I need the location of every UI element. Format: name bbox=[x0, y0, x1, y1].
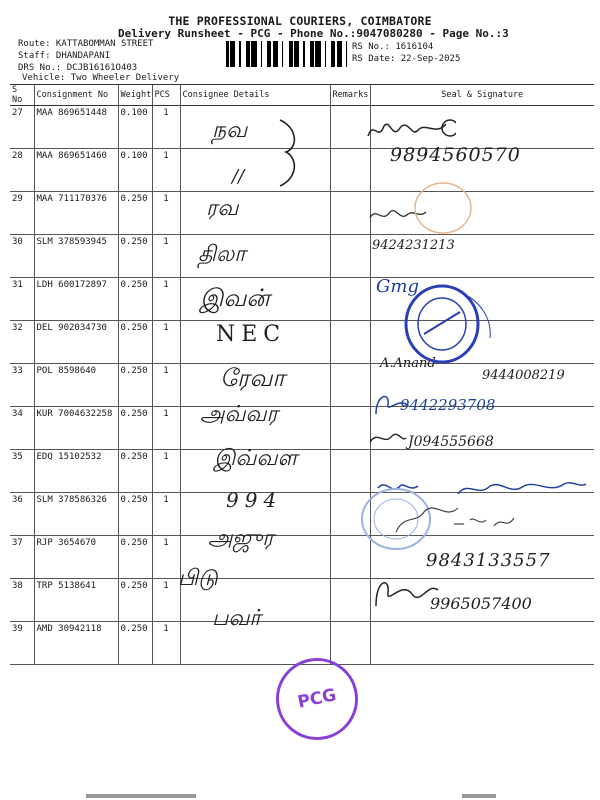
pieces-cell: 1 bbox=[152, 106, 180, 149]
runsheet-subtitle: Delivery Runsheet - PCG - Phone No.:9047080280 - Page No.:3 bbox=[118, 27, 509, 40]
handwritten-phone: 9424231213 bbox=[372, 238, 455, 253]
pieces-cell: 1 bbox=[152, 192, 180, 235]
consignment-number-cell: TRP 5138641 bbox=[34, 579, 118, 622]
remarks-cell bbox=[330, 192, 370, 235]
pieces-cell: 1 bbox=[152, 622, 180, 665]
drs-label: DRS No.: DCJB16161O403 bbox=[18, 63, 138, 73]
consignment-number-cell: RJP 3654670 bbox=[34, 536, 118, 579]
handwritten-consignee: இவ்வள bbox=[214, 446, 298, 471]
signature-scribble bbox=[366, 116, 456, 146]
pieces-cell: 1 bbox=[152, 149, 180, 192]
table-row bbox=[10, 622, 594, 665]
consignment-number-cell: MAA 869651460 bbox=[34, 149, 118, 192]
signature-scribble bbox=[368, 428, 408, 448]
remarks-cell bbox=[330, 407, 370, 450]
remarks-cell bbox=[330, 579, 370, 622]
handwritten-consignee: அஜுர bbox=[208, 526, 274, 551]
remarks-cell bbox=[330, 536, 370, 579]
pieces-cell: 1 bbox=[152, 493, 180, 536]
company-seal-stamp bbox=[394, 282, 500, 368]
serial-number-cell: 30 bbox=[10, 235, 34, 278]
column-header: S No bbox=[10, 85, 34, 106]
vehicle-label: Vehicle: Two Wheeler Delivery bbox=[22, 73, 180, 83]
serial-number-cell: 31 bbox=[10, 278, 34, 321]
handwritten-consignee: திலா bbox=[198, 242, 246, 267]
consignment-number-cell: EDQ 15102532 bbox=[34, 450, 118, 493]
bottom-edge-text bbox=[86, 794, 196, 798]
pcg-stamp: PCG bbox=[268, 650, 365, 747]
remarks-cell bbox=[330, 149, 370, 192]
weight-cell: 0.250 bbox=[118, 407, 152, 450]
company-title: THE PROFESSIONAL COURIERS, COIMBATORE bbox=[168, 14, 432, 28]
handwritten-consignee: NEC bbox=[216, 322, 287, 347]
weight-cell: 0.250 bbox=[118, 235, 152, 278]
rs-date: RS Date: 22-Sep-2025 bbox=[352, 54, 461, 64]
handwritten-phone: 9444008219 bbox=[482, 368, 565, 383]
column-header: Weight bbox=[118, 85, 152, 106]
table-row bbox=[10, 192, 594, 235]
weight-cell: 0.250 bbox=[118, 321, 152, 364]
handwritten-phone: 9843133557 bbox=[426, 550, 551, 571]
handwritten-consignee: பிடு bbox=[178, 566, 218, 591]
consignment-number-cell: SLM 378593945 bbox=[34, 235, 118, 278]
consignment-number-cell: MAA 711170376 bbox=[34, 192, 118, 235]
faint-seal-stamp bbox=[408, 180, 478, 236]
consignee-details-cell bbox=[180, 106, 330, 149]
consignment-number-cell: SLM 378586326 bbox=[34, 493, 118, 536]
serial-number-cell: 29 bbox=[10, 192, 34, 235]
barcode bbox=[226, 41, 347, 67]
rs-number: RS No.: 1616104 bbox=[352, 42, 434, 52]
serial-number-cell: 28 bbox=[10, 149, 34, 192]
weight-cell: 0.250 bbox=[118, 278, 152, 321]
staff-label: Staff: DHANDAPANI bbox=[18, 51, 111, 61]
serial-number-cell: 36 bbox=[10, 493, 34, 536]
handwritten-name: A.Anand bbox=[380, 356, 436, 371]
handwritten-consignee: நவ bbox=[212, 118, 248, 143]
serial-number-cell: 37 bbox=[10, 536, 34, 579]
consignment-number-cell: KUR 7004632258 bbox=[34, 407, 118, 450]
serial-number-cell: 39 bbox=[10, 622, 34, 665]
remarks-cell bbox=[330, 106, 370, 149]
pieces-cell: 1 bbox=[152, 235, 180, 278]
column-header: PCS bbox=[152, 85, 180, 106]
consignment-number-cell: AMD 30942118 bbox=[34, 622, 118, 665]
consignment-number-cell: DEL 902034730 bbox=[34, 321, 118, 364]
weight-cell: 0.250 bbox=[118, 622, 152, 665]
serial-number-cell: 34 bbox=[10, 407, 34, 450]
signature-scribble: Gmg bbox=[376, 276, 419, 297]
remarks-cell bbox=[330, 235, 370, 278]
table-row bbox=[10, 235, 594, 278]
remarks-cell bbox=[330, 278, 370, 321]
column-header: Seal & Signature bbox=[370, 85, 594, 106]
weight-cell: 0.100 bbox=[118, 149, 152, 192]
handwritten-consignee: பவர் bbox=[212, 606, 261, 631]
handwritten-phone: 9894560570 bbox=[390, 144, 521, 166]
pieces-cell: 1 bbox=[152, 450, 180, 493]
weight-cell: 0.250 bbox=[118, 192, 152, 235]
column-header: Consignee Details bbox=[180, 85, 330, 106]
weight-cell: 0.250 bbox=[118, 493, 152, 536]
pieces-cell: 1 bbox=[152, 407, 180, 450]
consignment-number-cell: LDH 600172897 bbox=[34, 278, 118, 321]
handwritten-bracket bbox=[276, 118, 302, 188]
table-row bbox=[10, 407, 594, 450]
remarks-cell bbox=[330, 450, 370, 493]
pieces-cell: 1 bbox=[152, 321, 180, 364]
table-row bbox=[10, 106, 594, 149]
handwritten-consignee: // bbox=[232, 166, 245, 187]
column-header: Consignment No bbox=[34, 85, 118, 106]
route-label: Route: KATTABOMMAN STREET bbox=[18, 39, 154, 49]
handwritten-consignee: அவ்வர bbox=[200, 402, 278, 427]
table-header-row bbox=[10, 85, 594, 106]
serial-number-cell: 38 bbox=[10, 579, 34, 622]
pieces-cell: 1 bbox=[152, 536, 180, 579]
column-header: Remarks bbox=[330, 85, 370, 106]
seal-signature-cell bbox=[370, 622, 594, 665]
remarks-cell bbox=[330, 364, 370, 407]
handwritten-consignee: 994 bbox=[226, 488, 283, 512]
handwritten-consignee: இவன் bbox=[200, 284, 270, 312]
handwritten-consignee: ரவ bbox=[206, 196, 239, 221]
weight-cell: 0.250 bbox=[118, 450, 152, 493]
serial-number-cell: 32 bbox=[10, 321, 34, 364]
handwritten-phone: J094555668 bbox=[408, 434, 494, 450]
serial-number-cell: 33 bbox=[10, 364, 34, 407]
pieces-cell: 1 bbox=[152, 579, 180, 622]
table-row bbox=[10, 321, 594, 364]
weight-cell: 0.250 bbox=[118, 579, 152, 622]
serial-number-cell: 35 bbox=[10, 450, 34, 493]
pieces-cell: 1 bbox=[152, 278, 180, 321]
weight-cell: 0.250 bbox=[118, 364, 152, 407]
weight-cell: 0.250 bbox=[118, 536, 152, 579]
handwritten-phone: 9965057400 bbox=[430, 594, 532, 613]
bottom-edge-text bbox=[462, 794, 496, 798]
consignee-details-cell bbox=[180, 149, 330, 192]
table-row bbox=[10, 278, 594, 321]
signature-scribble bbox=[394, 496, 554, 536]
pieces-cell: 1 bbox=[152, 364, 180, 407]
weight-cell: 0.100 bbox=[118, 106, 152, 149]
remarks-cell bbox=[330, 622, 370, 665]
consignee-details-cell bbox=[180, 192, 330, 235]
consignment-number-cell: MAA 869651448 bbox=[34, 106, 118, 149]
serial-number-cell: 27 bbox=[10, 106, 34, 149]
handwritten-consignee: ரேவா bbox=[220, 364, 285, 392]
handwritten-phone: 9442293708 bbox=[400, 396, 496, 414]
consignment-number-cell: POL 8598640 bbox=[34, 364, 118, 407]
remarks-cell bbox=[330, 321, 370, 364]
